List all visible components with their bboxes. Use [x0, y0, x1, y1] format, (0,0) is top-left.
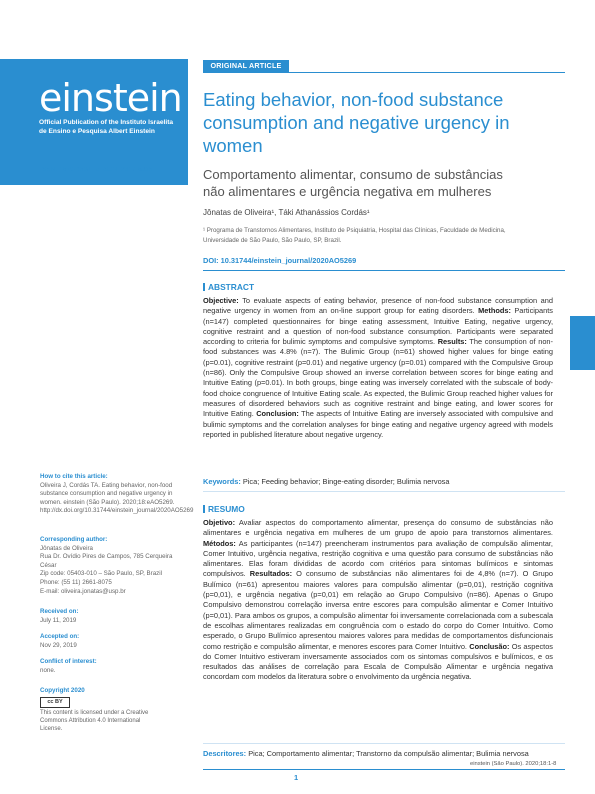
- resumo-heading-text: RESUMO: [208, 504, 245, 514]
- abstract-heading-text: ABSTRACT: [208, 282, 255, 292]
- cite-heading: How to cite this article:: [40, 473, 108, 480]
- accepted-heading: Accepted on:: [40, 633, 80, 640]
- resumo-conclusion-label: Conclusão:: [469, 641, 510, 651]
- corr-heading: Corresponding author:: [40, 536, 108, 543]
- abstract-results-label: Results:: [437, 337, 467, 347]
- descritores-label: Descritores:: [203, 749, 247, 758]
- heading-bar: [203, 505, 205, 513]
- resumo-body: [203, 518, 553, 683]
- received-heading: Received on:: [40, 608, 79, 615]
- abstract-heading: [203, 282, 254, 292]
- abstract-body: [203, 296, 553, 440]
- section-rule: [203, 270, 565, 271]
- corresponding-author: [40, 536, 190, 596]
- side-tab: [570, 316, 595, 370]
- conflict-heading: Conflict of interest:: [40, 658, 97, 665]
- journal-logo: einstein: [39, 76, 182, 120]
- received-on: [40, 608, 190, 625]
- accepted-date: Nov 29, 2019: [40, 641, 77, 649]
- accepted-on: [40, 633, 190, 650]
- conflict-body: none.: [40, 666, 56, 674]
- doi-link[interactable]: DOI: 10.31744/einstein_journal/2020AO5269: [203, 256, 357, 265]
- heading-bar: [203, 283, 205, 291]
- abstract-methods: Participants (n=147) completed questionnaires for binge eating assessment, Intuitive Eating, negative urgency, cognitive restraint and a question of non-food substance consumption. Participants were separated according to criteria for bulimic symptoms and compulsive symptoms.: [203, 306, 553, 347]
- page-number: 1: [294, 773, 299, 782]
- copyright-heading: Copyright 2020: [40, 687, 85, 694]
- issn-line: ISSN: 1679-4508 | e-ISSN: 2317-6385: [40, 166, 153, 173]
- authors: Jônatas de Oliveira¹, Táki Athanássios Cordás¹: [203, 208, 370, 217]
- keywords: [203, 477, 553, 486]
- footer-citation: einstein (São Paulo). 2020;18:1-8: [470, 761, 557, 767]
- abstract-conclusion-label: Conclusion:: [256, 409, 299, 419]
- header-rule: [203, 72, 565, 73]
- affiliation: ¹ Programa de Transtornos Alimentares, Instituto de Psiquiatria, Hospital das Clínicas, Faculdade de Medicina, Universidade de São Paulo, São Paulo, SP, Brazil.: [203, 227, 506, 244]
- creative-commons-icon[interactable]: cc BY: [40, 697, 70, 708]
- copyright: [40, 687, 190, 696]
- abstract-results: The consumption of non-food substances was 4.8% (n=7). The Bulimic Group (n=61) showed higher values for binge eating (p=0.01), cognitive restraint (p=0.01) and negative urgency (p=0.01) compared with the Compulsive Group (n=86). Only the Compulsive Group showed an inverse correlation between scores for binge eating and Intuitive Eating (p=0.01). In both groups, binge eating was inversely correlated with the subscale of body-food choice congruence of Intuitive Eating scale. As expected, the Bulimic Group reached higher values for measures of disordered behaviors such as cognitive restraint and binge eating, and lower scores for Intuitive Eating.: [203, 337, 553, 419]
- article-subtitle: Comportamento alimentar, consumo de substâncias não alimentares e urgência negativa em mulheres: [203, 167, 503, 199]
- resumo-heading: [203, 504, 245, 514]
- conflict-of-interest: [40, 658, 190, 675]
- how-to-cite: [40, 473, 194, 516]
- resumo-results-label: Resultados:: [249, 569, 293, 579]
- descritores: [203, 749, 563, 758]
- footer-rule: [203, 769, 565, 770]
- resumo-objective-label: Objetivo:: [203, 518, 236, 527]
- abstract-methods-label: Methods:: [478, 306, 511, 316]
- keywords-label: Keywords:: [203, 477, 241, 486]
- article-type-badge: ORIGINAL ARTICLE: [203, 60, 289, 72]
- license-text: This content is licensed under a Creative Commons Attribution 4.0 International License.: [40, 710, 149, 733]
- resumo-methods: As participantes (n=147) preencheram instrumentos para avaliação de compulsão alimentar, Comer Intuitivo, urgência negativa, restrição cognitiva e uma questão para consumo de substâncias não alimentares. Elas foram divididas de acordo com critérios para sintomas bulímicos e sintomas compulsivos.: [203, 538, 553, 579]
- corr-body: Jônatas de Oliveira Rua Dr. Ovídio Pires de Campos, 785 Cerqueira César Zip code: 05403-010 – São Paulo, SP, Brazil Phone: (55 11) 2661-8075 E-mail: oliveira.jonatas@usp.br: [40, 544, 173, 595]
- descritores-text: Pica; Comportamento alimentar; Transtorno da compulsão alimentar; Bulimia nervosa: [246, 749, 529, 758]
- resumo-conclusion: Os aspectos do Comer Intuitivo estiveram inversamente associados com os sintomas compulsivos e bulímicos, e os resultados das análises de correlação para Escala de Compulsão Alimentar e urgência negativa concordam com modelos da literatura sobre o envolvimento da urgência negativa.: [203, 641, 553, 682]
- resumo-results: O consumo de substâncias não alimentares foi de 4,8% (n=7). O Grupo Bulímico (n=61) apresentou maiores valores para compulsão alimentar (p=0,01), restrição cognitiva (p=0,01), e urgência negativa (p=0,01) em relação ao Grupo Compulsivo (n=86). Apenas o Grupo Compulsivo demonstrou correlação inversa entre escores para compulsão alimentar e Comer Intuitivo (p=0,01). Para ambos os grupos, a compulsão alimentar foi inversamente correlacionada com a subescala de escolhas alimentares realizadas em congruência com o estado do corpo do Comer Intuitivo. Como esperado, o Grupo Bulímico apresentou maiores valores para medidas de comportamentos disfuncionais como restrição e compulsão alimentar, e menores escores para Comer Intuitivo.: [203, 569, 553, 651]
- journal-subtitle: Official Publication of the Instituto Israelita de Ensino e Pesquisa Albert Einstein: [39, 119, 174, 135]
- resumo-methods-label: Métodos:: [203, 538, 236, 548]
- abstract-objective: To evaluate aspects of eating behavior, presence of non-food substance consumption and negative urgency in women from an on-line support group for eating disorders.: [203, 296, 553, 316]
- abstract-objective-label: Objective:: [203, 296, 239, 305]
- abstract-conclusion: The aspects of Intuitive Eating are inversely associated with compulsive and bulimic symptoms and the correlation analyses for binge eating and negative urgency agreed with models reported in published literature about negative urgency.: [203, 409, 553, 439]
- article-title: Eating behavior, non-food substance consumption and negative urgency in women: [203, 89, 510, 156]
- keywords-text: Pica; Feeding behavior; Binge-eating disorder; Bulimia nervosa: [240, 477, 450, 486]
- keywords-rule: [203, 491, 565, 492]
- received-date: July 11, 2019: [40, 616, 77, 624]
- cite-body: Oliveira J, Cordás TA. Eating behavior, non-food substance consumption and negative urgency in women. einstein (São Paulo). 2020;18:eAO5269. http://dx.doi.org/10.31744/einstein_journal/2020AO5269: [40, 481, 194, 515]
- resumo-objective: Avaliar aspectos do comportamento alimentar, presença do consumo de substâncias não alimentares e urgência negativa em mulheres de um grupo de apoio para transtornos alimentares.: [203, 518, 553, 538]
- descritores-rule: [203, 743, 565, 744]
